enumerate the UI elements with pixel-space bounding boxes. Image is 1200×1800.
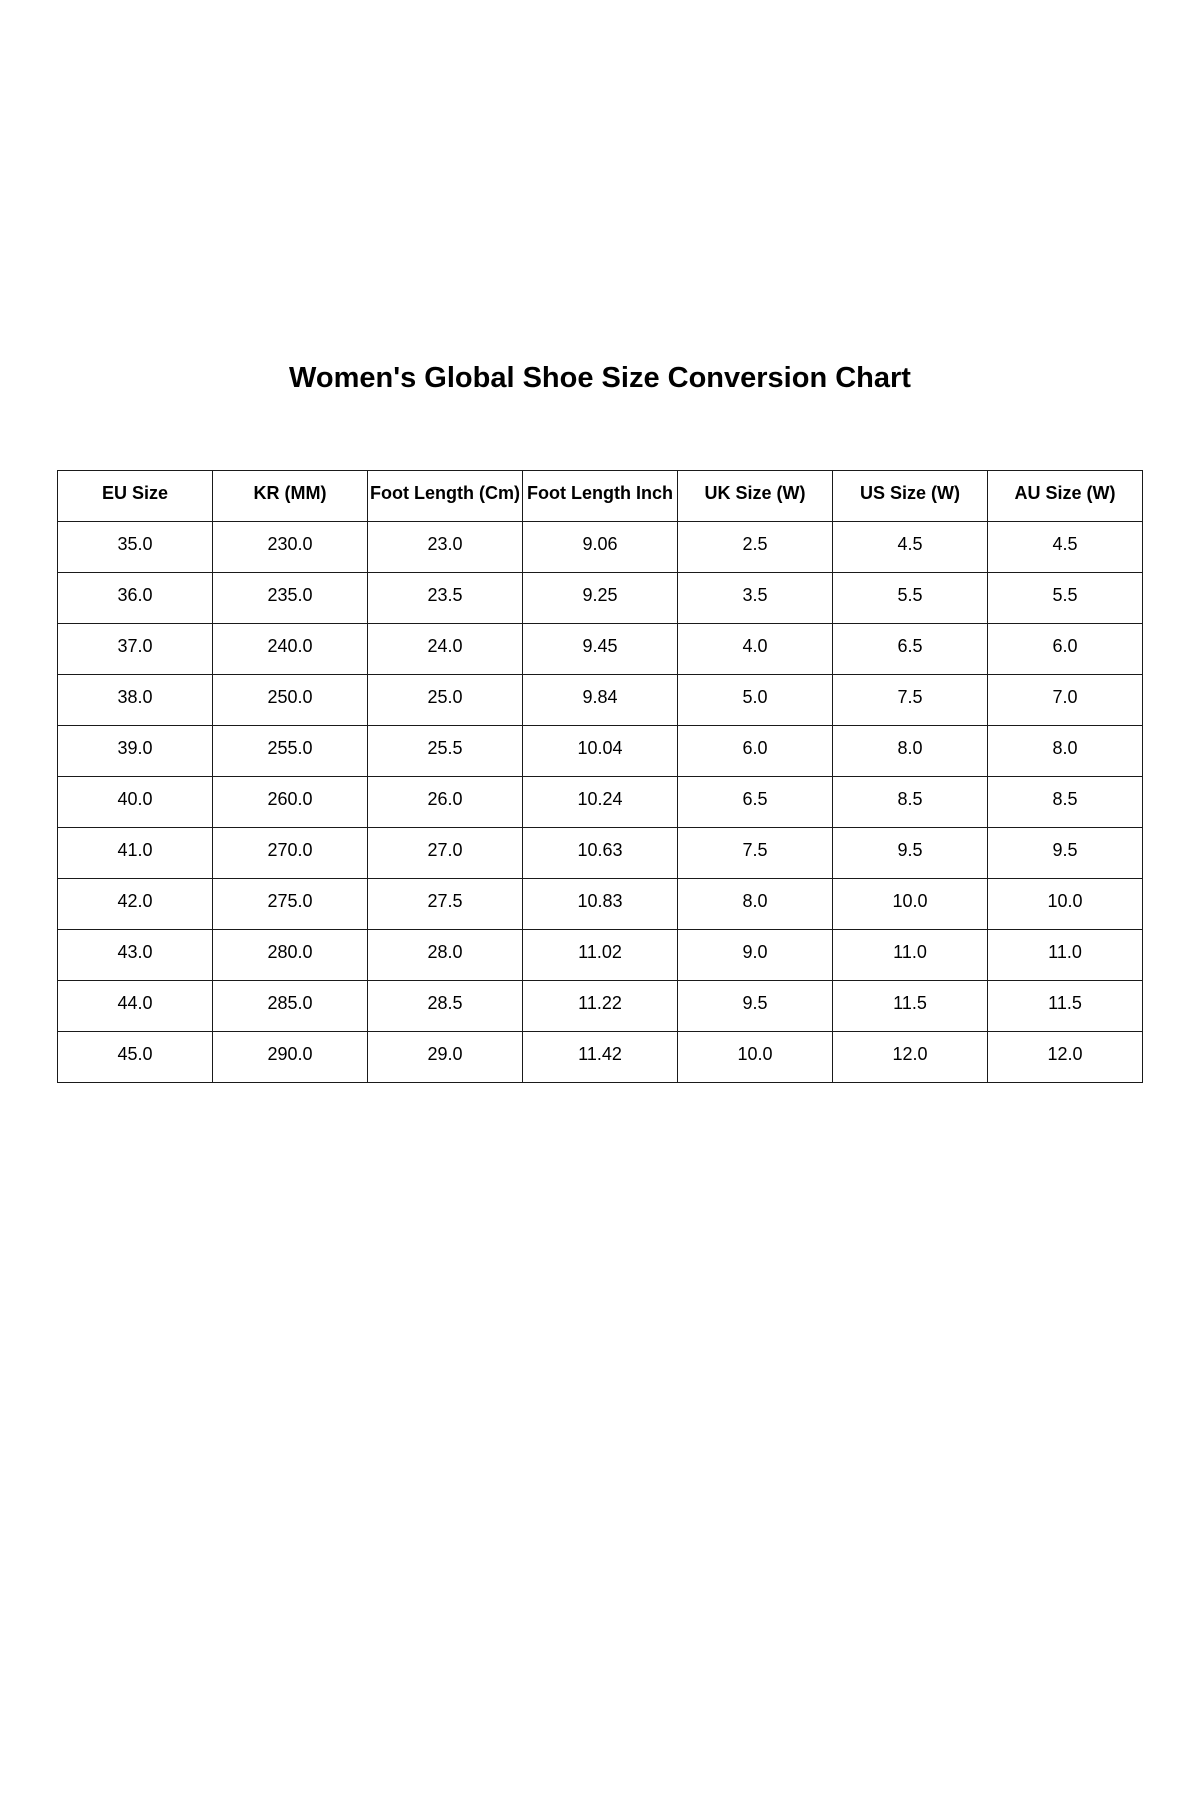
cell-kr-mm: 230.0 [213, 522, 368, 573]
cell-uk-size: 3.5 [678, 573, 833, 624]
cell-au-size: 6.0 [988, 624, 1143, 675]
cell-foot-length-inch: 11.22 [523, 981, 678, 1032]
header-uk-size: UK Size (W) [678, 471, 833, 522]
table-body [58, 522, 1143, 1083]
cell-uk-size: 10.0 [678, 1032, 833, 1083]
cell-foot-length-cm: 23.0 [368, 522, 523, 573]
cell-us-size: 12.0 [833, 1032, 988, 1083]
table-row [58, 675, 1143, 726]
table-row [58, 1032, 1143, 1083]
cell-kr-mm: 250.0 [213, 675, 368, 726]
cell-us-size: 11.0 [833, 930, 988, 981]
cell-eu-size: 36.0 [58, 573, 213, 624]
cell-foot-length-inch: 9.25 [523, 573, 678, 624]
table-row [58, 879, 1143, 930]
cell-au-size: 11.0 [988, 930, 1143, 981]
header-us-size: US Size (W) [833, 471, 988, 522]
table-row [58, 981, 1143, 1032]
cell-foot-length-cm: 29.0 [368, 1032, 523, 1083]
cell-foot-length-inch: 10.24 [523, 777, 678, 828]
cell-uk-size: 2.5 [678, 522, 833, 573]
cell-kr-mm: 255.0 [213, 726, 368, 777]
cell-foot-length-inch: 9.84 [523, 675, 678, 726]
cell-foot-length-cm: 24.0 [368, 624, 523, 675]
cell-uk-size: 6.0 [678, 726, 833, 777]
cell-au-size: 10.0 [988, 879, 1143, 930]
cell-uk-size: 9.0 [678, 930, 833, 981]
cell-uk-size: 6.5 [678, 777, 833, 828]
cell-us-size: 9.5 [833, 828, 988, 879]
cell-au-size: 9.5 [988, 828, 1143, 879]
header-foot-length-inch: Foot Length Inch [523, 471, 678, 522]
cell-au-size: 11.5 [988, 981, 1143, 1032]
table-row [58, 522, 1143, 573]
header-row [58, 471, 1143, 522]
table-header [58, 471, 1143, 522]
cell-us-size: 7.5 [833, 675, 988, 726]
cell-foot-length-inch: 9.06 [523, 522, 678, 573]
cell-uk-size: 9.5 [678, 981, 833, 1032]
cell-us-size: 11.5 [833, 981, 988, 1032]
header-kr-mm: KR (MM) [213, 471, 368, 522]
cell-foot-length-cm: 23.5 [368, 573, 523, 624]
cell-foot-length-cm: 27.5 [368, 879, 523, 930]
table-row [58, 777, 1143, 828]
cell-au-size: 8.5 [988, 777, 1143, 828]
cell-kr-mm: 235.0 [213, 573, 368, 624]
cell-eu-size: 45.0 [58, 1032, 213, 1083]
cell-foot-length-inch: 9.45 [523, 624, 678, 675]
cell-us-size: 8.5 [833, 777, 988, 828]
table-row [58, 573, 1143, 624]
header-au-size: AU Size (W) [988, 471, 1143, 522]
cell-us-size: 4.5 [833, 522, 988, 573]
cell-foot-length-inch: 10.83 [523, 879, 678, 930]
cell-foot-length-inch: 11.42 [523, 1032, 678, 1083]
cell-us-size: 10.0 [833, 879, 988, 930]
cell-uk-size: 7.5 [678, 828, 833, 879]
cell-us-size: 5.5 [833, 573, 988, 624]
cell-foot-length-cm: 25.0 [368, 675, 523, 726]
cell-kr-mm: 280.0 [213, 930, 368, 981]
cell-eu-size: 41.0 [58, 828, 213, 879]
cell-foot-length-cm: 27.0 [368, 828, 523, 879]
cell-eu-size: 38.0 [58, 675, 213, 726]
cell-eu-size: 42.0 [58, 879, 213, 930]
cell-foot-length-cm: 26.0 [368, 777, 523, 828]
cell-uk-size: 8.0 [678, 879, 833, 930]
cell-foot-length-cm: 28.5 [368, 981, 523, 1032]
table-row [58, 726, 1143, 777]
cell-uk-size: 5.0 [678, 675, 833, 726]
cell-foot-length-inch: 10.63 [523, 828, 678, 879]
cell-kr-mm: 290.0 [213, 1032, 368, 1083]
cell-au-size: 4.5 [988, 522, 1143, 573]
cell-eu-size: 44.0 [58, 981, 213, 1032]
cell-us-size: 8.0 [833, 726, 988, 777]
cell-kr-mm: 260.0 [213, 777, 368, 828]
cell-eu-size: 37.0 [58, 624, 213, 675]
cell-kr-mm: 270.0 [213, 828, 368, 879]
cell-au-size: 12.0 [988, 1032, 1143, 1083]
cell-foot-length-inch: 10.04 [523, 726, 678, 777]
table-row [58, 828, 1143, 879]
cell-eu-size: 40.0 [58, 777, 213, 828]
cell-au-size: 5.5 [988, 573, 1143, 624]
header-foot-length-cm: Foot Length (Cm) [368, 471, 523, 522]
cell-us-size: 6.5 [833, 624, 988, 675]
cell-au-size: 7.0 [988, 675, 1143, 726]
cell-eu-size: 43.0 [58, 930, 213, 981]
cell-kr-mm: 285.0 [213, 981, 368, 1032]
table-row [58, 930, 1143, 981]
table-row [58, 624, 1143, 675]
cell-uk-size: 4.0 [678, 624, 833, 675]
cell-kr-mm: 275.0 [213, 879, 368, 930]
cell-kr-mm: 240.0 [213, 624, 368, 675]
header-eu-size: EU Size [58, 471, 213, 522]
cell-foot-length-cm: 28.0 [368, 930, 523, 981]
page-title: Women's Global Shoe Size Conversion Chart [289, 362, 911, 394]
cell-eu-size: 35.0 [58, 522, 213, 573]
cell-eu-size: 39.0 [58, 726, 213, 777]
cell-au-size: 8.0 [988, 726, 1143, 777]
cell-foot-length-cm: 25.5 [368, 726, 523, 777]
size-conversion-table [57, 470, 1143, 1083]
cell-foot-length-inch: 11.02 [523, 930, 678, 981]
